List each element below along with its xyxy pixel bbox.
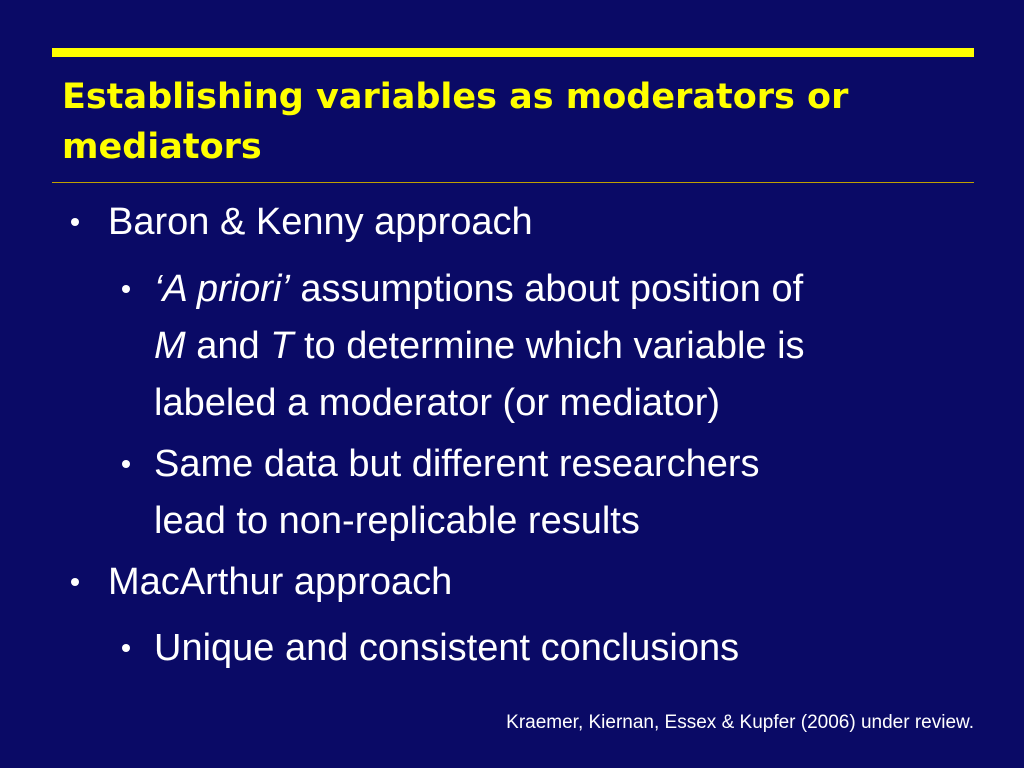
- subbullet-text: and: [185, 325, 271, 367]
- subbullet-same-data: [154, 436, 954, 550]
- a-priori-italic: ‘A priori’: [154, 268, 290, 310]
- bullet-text: Baron & Kenny approach: [108, 201, 533, 243]
- slide-title: Establishing variables as moderators or mediators: [62, 77, 849, 167]
- subbullet-text: to determine which variable is: [293, 325, 805, 367]
- subbullet-line-2: lead to non-replicable results: [154, 500, 640, 542]
- bullet-text: MacArthur approach: [108, 561, 453, 603]
- subbullet-line-3: labeled a moderator (or mediator): [154, 382, 721, 424]
- subbullet-a-priori: [154, 261, 954, 432]
- variable-t: T: [270, 325, 294, 367]
- subbullet-line-1: Same data but different researchers: [154, 443, 760, 485]
- bullet-macarthur: [108, 554, 452, 611]
- bullet-dot: [122, 644, 130, 652]
- subbullet-line-2: [154, 318, 954, 375]
- bullet-baron-kenny: [108, 194, 533, 251]
- subbullet-line-1: [154, 261, 954, 318]
- subbullet-text: assumptions about position of: [289, 268, 804, 310]
- subbullet-unique: [154, 620, 954, 677]
- bullet-dot: [71, 218, 79, 226]
- bullet-dot: [71, 578, 79, 586]
- variable-m: M: [154, 325, 186, 367]
- bullet-dot: [122, 285, 130, 293]
- bullet-dot: [122, 460, 130, 468]
- citation: Kraemer, Kiernan, Essex & Kupfer (2006) under review.: [506, 712, 974, 733]
- subbullet-line-1: Unique and consistent conclusions: [154, 627, 740, 669]
